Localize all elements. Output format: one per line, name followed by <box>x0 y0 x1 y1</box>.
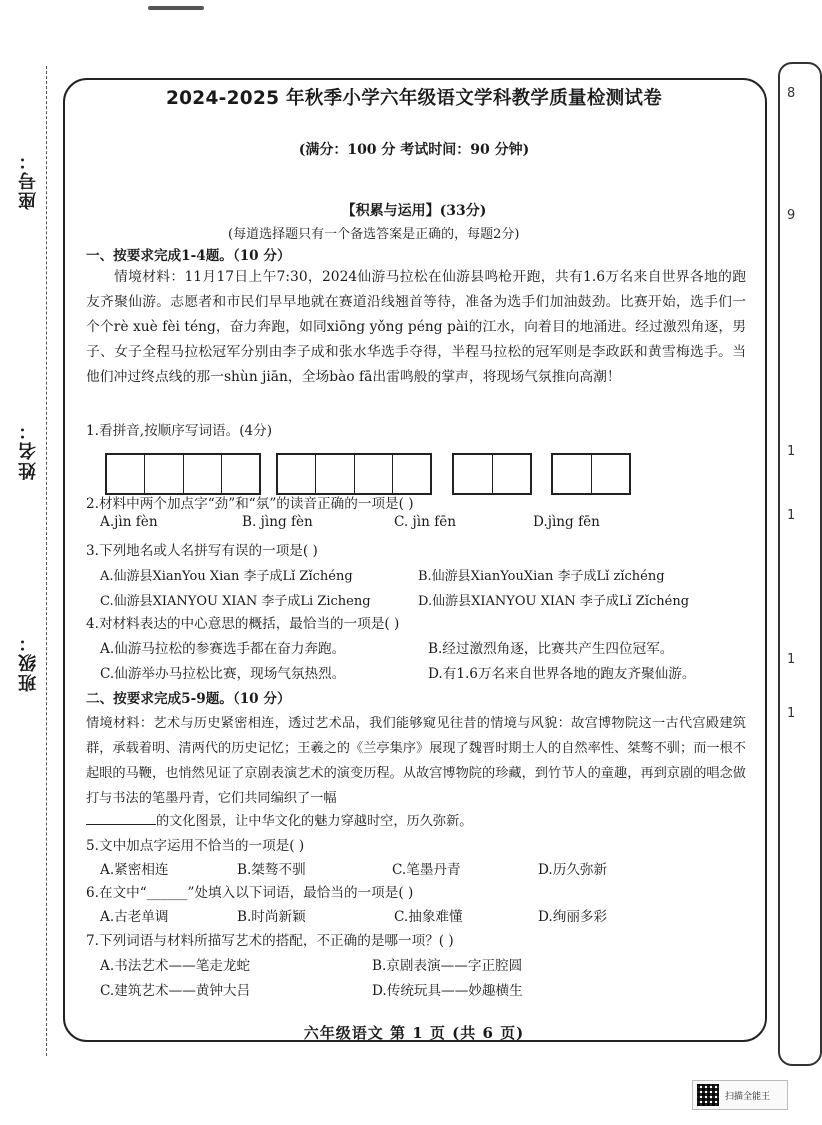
answer-box-1[interactable] <box>105 453 261 495</box>
exam-subtitle: (满分：100 分 考试时间：90 分钟) <box>298 142 530 158</box>
material-two: 情境材料：艺术与历史紧密相连，透过艺术品，我们能够窥见往昔的情境与风貌：故宫博物院这一古代宫殿建筑群，承载着明、清两代的历史记忆；王羲之的《兰亭集序》展现了魏晋时期士人的自然率性、桀骜不驯；而一根不起眼的马鞭，也悄然见证了京剧表演艺术的演变历程。从故宫博物院的珍藏，到竹节人的童趣，再到京剧的唱念做打与书法的笔墨丹青，它们共同编织了一幅 <box>86 716 746 806</box>
section-note: (每道选择题只有一个备选答案是正确的，每题2分) <box>228 227 520 242</box>
q7-option-a[interactable]: A.书法艺术——笔走龙蛇 <box>100 958 251 974</box>
question-6: 6.在文中“______”处填入以下词语，最恰当的一项是( ) <box>86 885 414 901</box>
scanner-watermark <box>692 1080 788 1110</box>
q2-option-a[interactable]: A.jìn fèn <box>100 514 158 530</box>
next-page-edge <box>778 62 822 1066</box>
q6-option-a[interactable]: A.古老单调 <box>100 909 169 925</box>
q6-option-b[interactable]: B.时尚新颖 <box>237 909 306 925</box>
q2-option-b[interactable]: B. jìng fèn <box>242 514 313 530</box>
q7-option-d[interactable]: D.传统玩具——妙趣横生 <box>372 983 523 999</box>
right-margin-number: 1 <box>787 706 796 721</box>
right-margin-number: 1 <box>787 508 796 523</box>
seat-label: 座号： <box>18 150 39 210</box>
section-heading: 【积累与运用】(33分) <box>341 203 487 219</box>
q4-option-c[interactable]: C.仙游举办马拉松比赛，现场气氛热烈。 <box>100 666 346 682</box>
answer-box-3[interactable] <box>452 453 532 495</box>
question-4: 4.对材料表达的中心意思的概括，最恰当的一项是( ) <box>86 616 400 632</box>
material-two-end: 的文化图景，让中华文化的魅力穿越时空，历久弥新。 <box>86 815 473 828</box>
q3-option-a[interactable]: A.仙游县XianYou Xian 李子成Lǐ Zǐchéng <box>100 569 353 584</box>
q4-option-a[interactable]: A.仙游马拉松的参赛选手都在奋力奔跑。 <box>100 641 346 657</box>
right-margin-number: 9 <box>787 208 796 223</box>
q3-option-d[interactable]: D.仙游县XIANYOU XIAN 李子成Lǐ Zǐchéng <box>418 594 690 609</box>
q2-option-c[interactable]: C. jìn fēn <box>394 514 457 530</box>
q3-option-b[interactable]: B.仙游县XianYouXian 李子成Lǐ zǐchéng <box>418 569 665 584</box>
right-margin-number: 1 <box>787 652 796 667</box>
scan-mark <box>148 6 204 10</box>
fill-blank[interactable] <box>86 824 156 825</box>
part-two-title: 二、按要求完成5-9题。（10 分） <box>86 691 291 707</box>
page-footer: 六年级语文 第 1 页 (共 6 页) <box>303 1024 525 1042</box>
part-one-title: 一、按要求完成1-4题。（10 分） <box>86 248 291 264</box>
q4-option-b[interactable]: B.经过激烈角逐，比赛共产生四位冠军。 <box>428 641 674 657</box>
q5-option-c[interactable]: C.笔墨丹青 <box>392 862 461 878</box>
q7-option-c[interactable]: C.建筑艺术——黄钟大吕 <box>100 983 251 999</box>
right-margin-number: 8 <box>787 86 796 101</box>
q7-option-b[interactable]: B.京剧表演——字正腔圆 <box>372 958 523 974</box>
class-label: 班级： <box>18 632 39 692</box>
q6-option-d[interactable]: D.绚丽多彩 <box>538 909 608 925</box>
q2-option-d[interactable]: D.jìng fēn <box>533 514 600 530</box>
q5-option-d[interactable]: D.历久弥新 <box>538 862 608 878</box>
scanner-watermark-text: 扫描全能王 <box>725 1091 771 1102</box>
question-1: 1.看拼音,按顺序写词语。(4分) <box>86 423 273 439</box>
q6-option-c[interactable]: C.抽象难懂 <box>394 909 463 925</box>
name-label: 姓名： <box>18 420 39 480</box>
binding-line <box>46 66 47 1056</box>
right-margin-number: 1 <box>787 444 796 459</box>
question-5: 5.文中加点字运用不恰当的一项是( ) <box>86 838 305 854</box>
answer-box-2[interactable] <box>276 453 432 495</box>
q3-option-c[interactable]: C.仙游县XIANYOU XIAN 李子成Li Zicheng <box>100 594 371 609</box>
answer-box-4[interactable] <box>551 453 631 495</box>
q5-option-a[interactable]: A.紧密相连 <box>100 862 169 878</box>
q4-option-d[interactable]: D.有1.6万名来自世界各地的跑友齐聚仙游。 <box>428 666 696 682</box>
qr-code-icon <box>697 1084 719 1106</box>
question-3: 3.下列地名或人名拼写有误的一项是( ) <box>86 543 318 559</box>
q5-option-b[interactable]: B.桀骜不驯 <box>237 862 306 878</box>
question-7: 7.下列词语与材料所描写艺术的搭配，不正确的是哪一项？( ) <box>86 933 454 949</box>
question-2: 2.材料中两个加点字“劲”和“氛”的读音正确的一项是( ) <box>86 496 414 512</box>
exam-title: 2024-2025 年秋季小学六年级语文学科教学质量检测试卷 <box>165 88 663 109</box>
material-one: 情境材料：11月17日上午7:30，2024仙游马拉松在仙游县鸣枪开跑，共有1.6万名来自世界各地的跑友齐聚仙游。志愿者和市民们早早地就在赛道沿线翘首等待，准备为选手们加油鼓劲。比赛开始，选手们一个个rè xuè fèi téng，奋力奔跑，如同xiōng yǒng péng pài的江水，向着目的地涌进。经过激烈角逐，男子、女子全程马拉松冠军分别由李子成和张水华选手夺得，半程马拉松的冠军则是李政跃和黄雪梅选手。当他们冲过终点线的那一shùn jiān，全场bào fā出雷鸣般的掌声，将现场气氛推向高潮！ <box>86 269 746 385</box>
